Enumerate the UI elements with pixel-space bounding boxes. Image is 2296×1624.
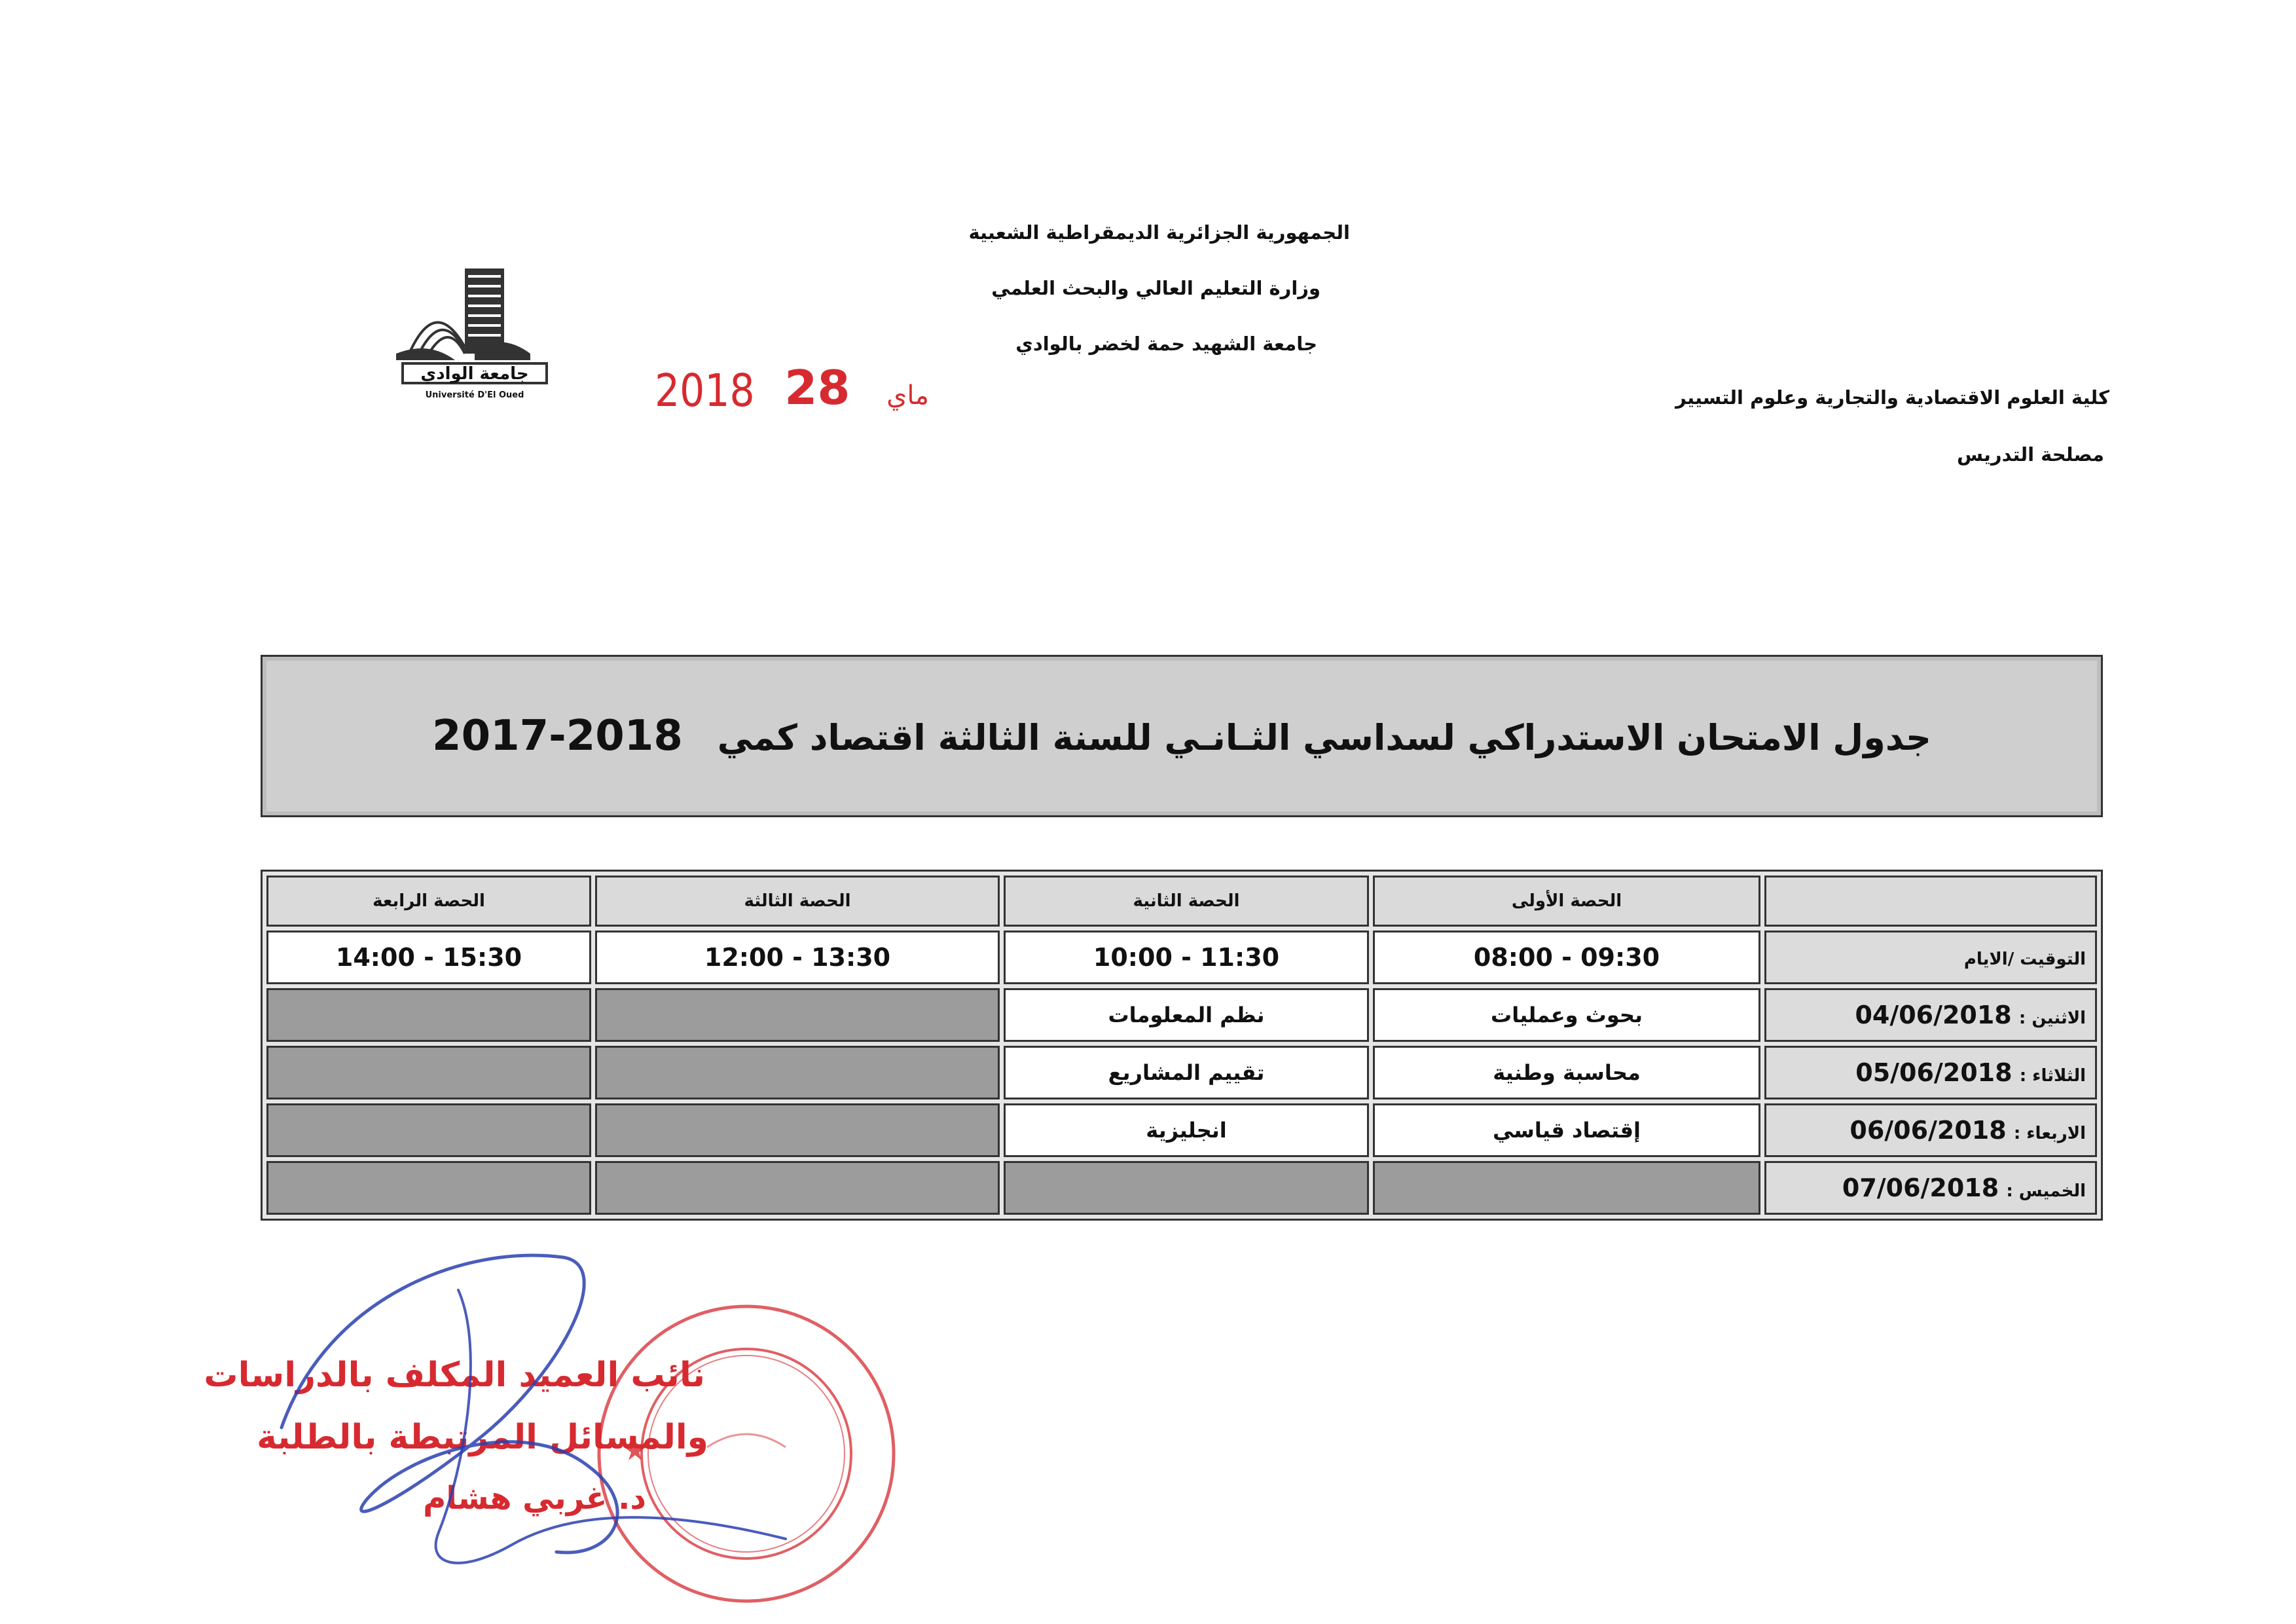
- day-name: الاثنين :: [2018, 1008, 2086, 1028]
- republic-line: الجمهورية الجزائرية الديمقراطية الشعبية: [968, 221, 1350, 244]
- university-line: جامعة الشهيد حمة لخضر بالوادي: [1015, 333, 1317, 355]
- logo-arabic-text: جامعة الوادي: [420, 364, 529, 384]
- exam-cell: نظم المعلومات: [1004, 988, 1369, 1042]
- day-cell: [1764, 1161, 2097, 1215]
- exam-cell-empty: [1004, 1161, 1369, 1215]
- schedule-title-text: جدول الامتحان الاستدراكي لسداسي الثـانـي للسنة الثالثة اقتصاد كمي: [717, 717, 1931, 758]
- day-date: 05/06/2018: [1855, 1058, 2013, 1087]
- logo-latin-text: Université D'El Oued: [425, 390, 524, 400]
- exam-cell-empty: [266, 988, 591, 1042]
- session-header: الحصة الرابعة: [266, 876, 591, 927]
- university-logo: [390, 255, 560, 413]
- table-header-row: [266, 876, 2097, 927]
- table-row: [266, 1103, 2097, 1157]
- exam-cell-empty: [595, 1161, 1000, 1215]
- session-header: الحصة الثالثة: [595, 876, 1000, 927]
- session-time: 10:00 - 11:30: [1004, 931, 1369, 984]
- exam-cell-empty: [1373, 1161, 1760, 1215]
- service-line: مصلحة التدريس: [1957, 443, 2104, 466]
- ministry-line: وزارة التعليم العالي والبحث العلمي: [991, 277, 1321, 299]
- date-stamp-year: 2018: [655, 364, 755, 418]
- exam-cell-empty: [266, 1161, 591, 1215]
- schedule-title: [432, 712, 1931, 760]
- date-stamp-day: 28: [784, 360, 850, 415]
- exam-cell: محاسبة وطنية: [1373, 1046, 1760, 1099]
- table-row: [266, 988, 2097, 1042]
- day-name: الاربعاء :: [2013, 1124, 2086, 1143]
- day-date: 04/06/2018: [1855, 1001, 2012, 1029]
- session-time: 08:00 - 09:30: [1373, 931, 1760, 984]
- signatory-title-line1: نائب العميد المكلف بالدراسات: [204, 1356, 705, 1395]
- exam-cell-empty: [266, 1046, 591, 1099]
- table-time-row: [266, 931, 2097, 984]
- day-date: 06/06/2018: [1850, 1116, 2007, 1145]
- faculty-line: كلية العلوم الاقتصادية والتجارية وعلوم التسيير: [1675, 386, 2109, 409]
- exam-cell-empty: [595, 1046, 1000, 1099]
- day-cell: [1764, 1103, 2097, 1157]
- exam-cell: تقييم المشاريع: [1004, 1046, 1369, 1099]
- corner-label-text: التوقيت /الايام: [1963, 950, 2086, 969]
- exam-cell-empty: [595, 1103, 1000, 1157]
- schedule-title-box: [261, 655, 2103, 817]
- exam-schedule-table: [261, 870, 2103, 1221]
- handwritten-signature: [249, 1218, 877, 1585]
- exam-cell: إقتصاد قياسي: [1373, 1103, 1760, 1157]
- day-name: الخميس :: [2006, 1181, 2086, 1201]
- signatory-name: د. غربي هشام: [423, 1480, 646, 1517]
- exam-cell: بحوث وعمليات: [1373, 988, 1760, 1042]
- corner-label: [1764, 931, 2097, 984]
- exam-cell-empty: [266, 1103, 591, 1157]
- logo-emblem-icon: [390, 255, 560, 413]
- session-header: الحصة الأولى: [1373, 876, 1760, 927]
- day-cell: [1764, 988, 2097, 1042]
- session-header: الحصة الثانية: [1004, 876, 1369, 927]
- exam-cell-empty: [595, 988, 1000, 1042]
- date-stamp: [655, 360, 929, 418]
- exam-cell: انجليزية: [1004, 1103, 1369, 1157]
- session-time: 14:00 - 15:30: [266, 931, 591, 984]
- session-time: 12:00 - 13:30: [595, 931, 1000, 984]
- day-cell: [1764, 1046, 2097, 1099]
- corner-cell: [1764, 876, 2097, 927]
- day-date: 07/06/2018: [1842, 1173, 1999, 1202]
- schedule-title-year: 2017-2018: [432, 712, 683, 760]
- table-row: [266, 1161, 2097, 1215]
- date-stamp-month: ماي: [886, 380, 929, 411]
- day-name: الثلاثاء :: [2019, 1066, 2086, 1086]
- signature-scribble-icon: [249, 1218, 877, 1585]
- signatory-title-line2: والمسائل المرتبطة بالطلبة: [257, 1418, 708, 1457]
- table-row: [266, 1046, 2097, 1099]
